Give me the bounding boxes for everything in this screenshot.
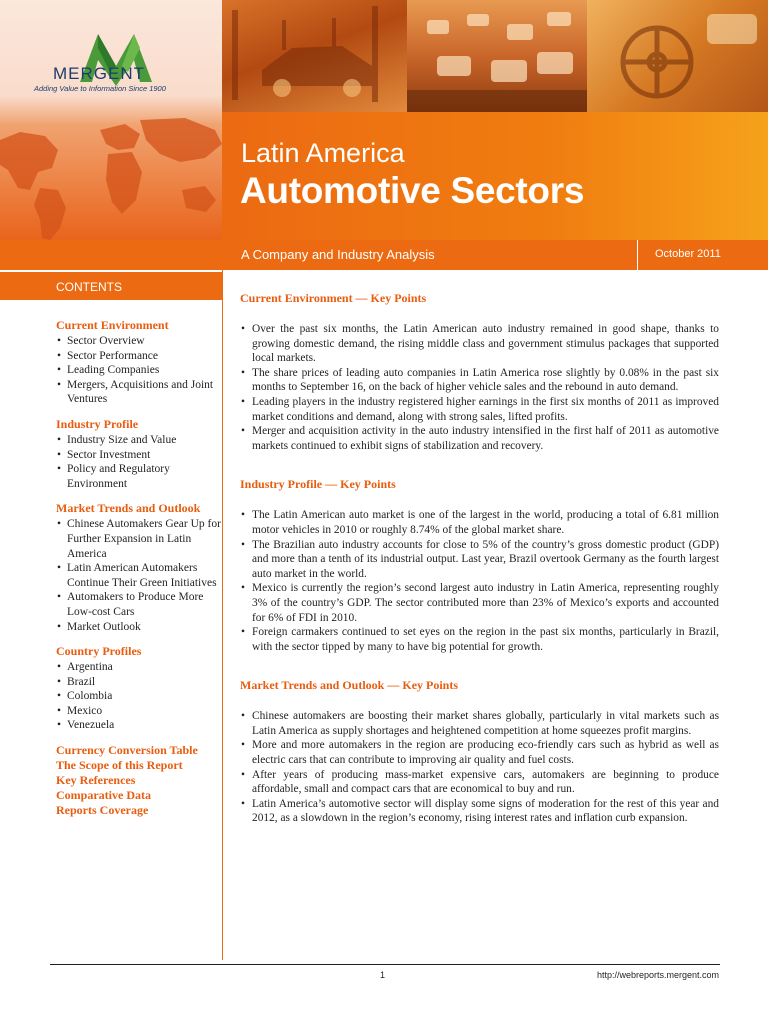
section-market-trends [240,677,719,826]
report-subtitle: A Company and Industry Analysis [241,247,435,262]
report-title-region: Latin America [241,138,405,168]
toc-item[interactable]: • Brazil [56,675,222,690]
traffic-photo [407,0,587,112]
section-title: Market Trends and Outlook — Key Points [240,678,459,693]
bullet-point: • Mexico is currently the region’s second largest auto industry in Latin America, representing roughly 3% of the country’s GDP. The sector contributed more than 23% of Mexico’s exports and accounted for 6% of FDI in 2010. [240,581,719,625]
bullet-point: • The share prices of leading auto companies in Latin America rose slightly by 0.08% in the past six months to September 16, on the back of higher vehicle sales and the rebound in auto demand. [240,366,719,395]
bullet-point: • Chinese automakers are boosting their market shares globally, particularly in vital markets such as Latin America as supply shortages and heightened competition at home squeezes profit margins. [240,709,719,738]
toc-link-reports-coverage[interactable]: Reports Coverage [56,803,149,818]
toc-item[interactable]: • Mergers, Acquisitions and Joint Ventures [56,378,222,407]
bullet-point: • Foreign carmakers continued to set eyes on the region in the past six months, particularly in Brazil, with the sector tipped by many to have big potential for growth. [240,625,719,654]
bullet-point: • After years of producing mass-market expensive cars, automakers are beginning to produce affordable, small and compact cars that are economical to buy and run. [240,768,719,797]
bullet-point: • The Brazilian auto industry accounts for close to 5% of the country’s gross domestic product (GDP) and more than a tenth of its industrial output. Last year, Brazil overtook Germany as the fourth largest auto market in the world. [240,538,719,582]
toc-section-current-environment [56,318,222,407]
section-title: Current Environment — Key Points [240,291,427,305]
toc-link-currency-table[interactable]: Currency Conversion Table [56,743,198,758]
world-map-graphic [0,110,222,240]
toc-item[interactable]: • Automakers to Produce More Low-cost Cars [56,590,222,619]
bullet-point: • Merger and acquisition activity in the auto industry intensified in the first half of 2011 as automotive markets continued to exhibit signs of stabilization and recovery. [240,424,719,453]
bullet-point: • The Latin American auto market is one of the largest in the world, producing a total of 6.81 million motor vehicles in 2010 or roughly 8.74% of the global market share. [240,508,719,537]
car-interior-photo [587,0,768,112]
bullet-point: • Leading players in the industry registered higher earnings in the first six months of 2011 as improved market conditions and demand, along with strong sales, lifted profits. [240,395,719,424]
toc-section-country-profiles [56,644,222,733]
toc-heading[interactable]: Current Environment [56,318,169,332]
page-number: 1 [380,970,386,980]
toc-heading[interactable]: Country Profiles [56,644,142,659]
bullet-point: • Latin America’s automotive sector will display some signs of moderation for the rest of this year and 2012, as a slowdown in the region’s economy, rising interest rates and inflation curb expansion. [240,797,719,826]
toc-link-comparative-data[interactable]: Comparative Data [56,788,151,803]
table-of-contents [56,318,222,818]
toc-item[interactable]: • Leading Companies [56,363,222,378]
header-photo-strip [222,0,768,112]
toc-link-key-references[interactable]: Key References [56,773,136,788]
toc-item[interactable]: • Colombia [56,689,222,704]
header-left-panel [0,0,222,240]
report-header [0,0,768,240]
section-title: Industry Profile — Key Points [240,477,396,492]
brand-name: MERGENT [53,64,145,83]
toc-section-market-trends [56,501,222,634]
contents-header [0,272,222,300]
sidebar-divider [222,270,223,960]
footer-url-link[interactable]: http://webreports.mergent.com [596,970,719,980]
bullet-point: • Over the past six months, the Latin American auto industry remained in good shape, thanks to growing domestic demand, the rising middle class and government stimulus packages that supported local markets. [240,322,719,366]
toc-heading[interactable]: Market Trends and Outlook [56,501,201,516]
bullet-point: • More and more automakers in the region are producing eco-friendly cars such as hybrid as well as electric cars that can contribute to improving air quality and fuel costs. [240,738,719,767]
toc-section-industry-profile [56,417,222,491]
toc-item[interactable]: • Policy and Regulatory Environment [56,462,222,491]
assembly-line-photo [222,0,407,112]
toc-extra-links [56,743,222,818]
toc-item[interactable]: • Market Outlook [56,620,222,635]
toc-item[interactable]: • Mexico [56,704,222,719]
section-current-environment [240,290,719,453]
toc-item[interactable]: • Sector Overview [56,334,222,349]
subtitle-divider [637,240,638,270]
report-title-main: Automotive Sectors [240,170,585,211]
main-content [240,290,719,849]
toc-item[interactable]: • Venezuela [56,718,222,733]
toc-item[interactable]: • Industry Size and Value [56,433,222,448]
brand-tagline: Adding Value to Information Since 1900 [34,84,166,93]
toc-item[interactable]: • Latin American Automakers Continue Their Green Initiatives [56,561,222,590]
toc-item[interactable]: • Sector Performance [56,349,222,364]
contents-label: CONTENTS [56,280,122,294]
report-date: October 2011 [655,248,721,260]
footer-divider [50,964,720,965]
toc-heading[interactable]: Industry Profile [56,416,139,431]
toc-item[interactable]: • Sector Investment [56,448,222,463]
section-industry-profile [240,476,719,654]
toc-item[interactable]: • Argentina [56,660,222,675]
toc-item[interactable]: • Chinese Automakers Gear Up for Further Expansion in Latin America [56,517,222,561]
subtitle-bar [0,240,768,270]
toc-link-scope[interactable]: The Scope of this Report [56,758,183,773]
